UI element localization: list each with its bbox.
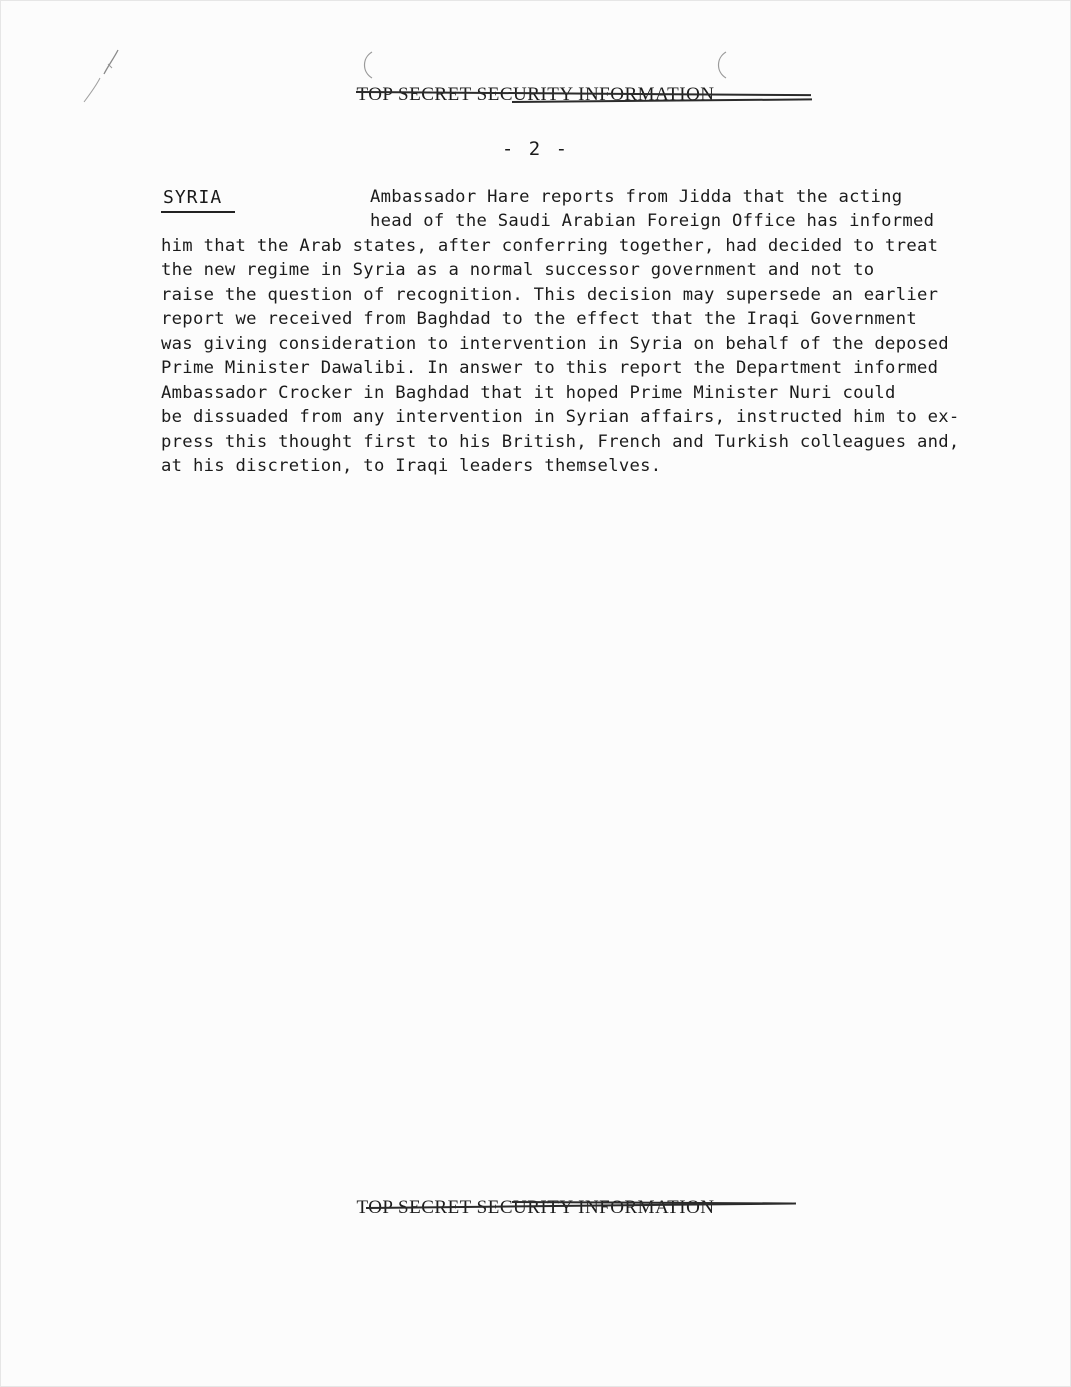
section-heading [163,187,222,208]
body-line: was giving consideration to intervention in Syria on behalf of the deposed [161,334,949,354]
body-line: raise the question of recognition. This decision may supersede an earlier [161,285,939,305]
body-line: Ambassador Crocker in Baghdad that it hoped Prime Minister Nuri could [161,383,896,403]
body-line: Prime Minister Dawalibi. In answer to this report the Department informed [161,358,939,378]
section-heading-text: SYRIA [163,187,223,208]
page-number: - 2 - [501,138,570,160]
classification-footer [0,1197,1071,1219]
classification-header-text: TOP SECRET SECURITY INFORMATION [356,84,715,105]
body-line: be dissuaded from any intervention in Syrian affairs, instructed him to ex- [161,407,960,427]
body-line: him that the Arab states, after conferring together, had decided to treat [161,236,939,256]
classification-header [0,84,1071,106]
classification-footer-text: TOP SECRET SECURITY INFORMATION [356,1197,715,1218]
punch-hole-mark-left [358,50,376,80]
body-line: report we received from Baghdad to the effect that the Iraqi Government [161,309,917,329]
body-line: the new regime in Syria as a normal successor government and not to [161,260,875,280]
body-line: press this thought first to his British, French and Turkish colleagues and, [161,432,960,452]
heading-underline [161,211,235,213]
body-line: head of the Saudi Arabian Foreign Office has informed [370,211,935,231]
body-line: at his discretion, to Iraqi leaders themselves. [161,456,662,476]
punch-hole-mark-right [712,50,730,80]
body-line: Ambassador Hare reports from Jidda that the acting [370,187,903,207]
